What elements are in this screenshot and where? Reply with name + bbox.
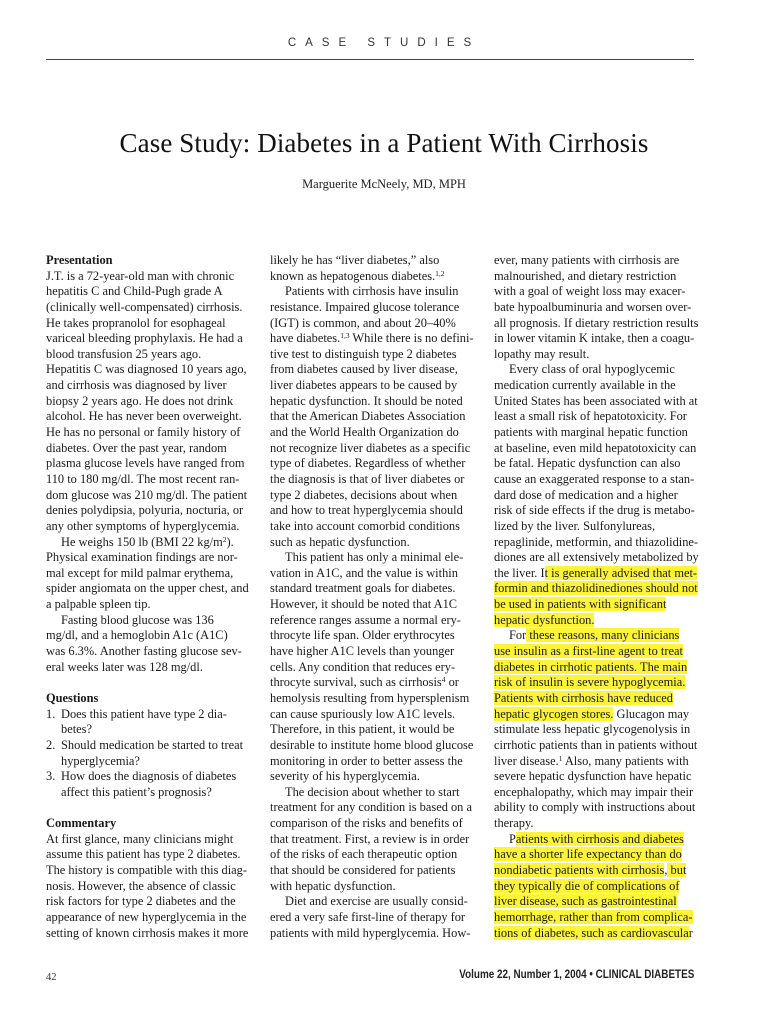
- text-line: be fatal. Hepatic dysfunction can also: [494, 456, 681, 471]
- highlighted-line: [494, 597, 699, 613]
- text-line: liver diabetes appears to be caused by: [270, 378, 458, 393]
- question-2: 2. Should medication be started to treat: [46, 737, 244, 752]
- highlighted-line: [494, 675, 699, 691]
- diet-paragraph: [270, 910, 478, 941]
- encephalopathy-paragraph: [494, 769, 699, 832]
- highlighted-line: [494, 581, 699, 597]
- text-highlight: but: [667, 862, 687, 877]
- text-line: and cirrhosis was diagnosed by liver: [46, 378, 227, 393]
- text-line: severity of his hyperglycemia.: [270, 769, 420, 784]
- text-line: eral weeks later was 128 mg/dl.: [46, 659, 203, 674]
- presentation-paragraph: [46, 269, 256, 535]
- text-line: hemolysis resulting from hypersplenism: [270, 690, 470, 705]
- text-line: type 2 diabetes, decisions about when: [270, 487, 458, 502]
- weight-line: He weighs 150 lb (BMI 22 $kg/m^2$).: [61, 534, 234, 549]
- text-line: cirrhotic patients than in patients without: [494, 737, 698, 752]
- text-line: ered a very safe first-line of therapy for: [270, 909, 466, 924]
- text-line: encephalopathy, which may impair their: [494, 784, 694, 799]
- text-line: was 6.3%. Another fasting glucose sev-: [46, 644, 242, 659]
- text-line: resistance. Impaired glucose tolerance: [270, 299, 460, 314]
- text-line: standard treatment goals for diabetes.: [270, 581, 456, 596]
- highlighted-line: hepatic glycogen stores. Glucagon may: [494, 706, 690, 721]
- highlighted-line: the liver. It is generally advised that met-: [494, 565, 698, 580]
- text-line: risk factors for type 2 diabetes and the: [46, 894, 236, 909]
- a1c-paragraph: [270, 566, 478, 675]
- text-line: (IGT) is common, and about 20–40%: [270, 315, 456, 330]
- text-line: have diabetes.$^{1,3}$ While there is no defini-: [270, 331, 474, 346]
- text-line: (clinically well-compensated) cirrhosis.: [46, 299, 243, 314]
- text-line: from diabetes caused by liver disease,: [270, 362, 458, 377]
- highlighted-line: tions of diabetes, such as cardiovascular: [494, 925, 693, 940]
- text-line: type of diabetes. Regardless of whether: [270, 456, 466, 471]
- text-line: lopathy may result.: [494, 346, 590, 361]
- text-line: vation in A1C, and the value is within: [270, 565, 458, 580]
- text-highlight: Patients with cirrhosis have reduced: [494, 690, 673, 705]
- question-3: 3. How does the diagnosis of diabetes: [46, 769, 237, 784]
- text-line: have higher A1C levels than younger: [270, 644, 455, 659]
- text-line: a palpable spleen tip.: [46, 597, 151, 612]
- text-highlight: hemorrhage, rather than from complica-: [494, 909, 693, 924]
- text-highlight: diabetes in cirrhotic patients. The main: [494, 659, 688, 674]
- text-line: patients with mild hyperglycemia. How-: [270, 925, 471, 940]
- text-highlight: have a shorter life expectancy than do: [494, 847, 682, 862]
- text-line: with a goal of weight loss may exacer-: [494, 284, 686, 299]
- page-number: 42: [46, 972, 57, 983]
- text-line: therapy.: [494, 816, 534, 831]
- section-heading-questions: Questions: [46, 690, 99, 705]
- text-line: liver disease.$^1$ Also, many patients with: [494, 753, 689, 768]
- text-line: reference ranges assume a normal ery-: [270, 612, 461, 627]
- section-heading-commentary: Commentary: [46, 816, 117, 831]
- text-line: J.T. is a 72-year-old man with chronic: [46, 268, 235, 283]
- text-line: least a small risk of hepatotoxicity. For: [494, 409, 687, 424]
- text-highlight: liver disease, such as gastrointestinal: [494, 894, 677, 909]
- text-line: alcohol. He has never been overweight.: [46, 409, 242, 424]
- text-line: any other symptoms of hyperglycemia.: [46, 518, 240, 533]
- text-line: However, it should be noted that A1C: [270, 597, 458, 612]
- text-line: risk of side effects if the drug is metabo-: [494, 503, 695, 518]
- text-line: denies polydipsia, polyuria, nocturia, or: [46, 503, 244, 518]
- text-line: Hepatitis C was diagnosed 10 years ago,: [46, 362, 247, 377]
- text-line: tive test to distinguish type 2 diabetes: [270, 346, 457, 361]
- text-line: setting of known cirrhosis makes it more: [46, 925, 249, 940]
- text-line: malnourished, and dietary restriction: [494, 268, 677, 283]
- text-line: take into account comorbid conditions: [270, 518, 460, 533]
- text-line: Diet and exercise are usually consid-: [285, 894, 468, 909]
- text-highlight: tions of diabetes, such as cardiovascula: [494, 925, 689, 940]
- highlighted-line: [494, 894, 699, 910]
- text-line: lized by the liver. Sulfonylureas,: [494, 518, 656, 533]
- text-line: cells. Any condition that reduces ery-: [270, 659, 456, 674]
- text-line: bate hypoalbuminuria and worsen over-: [494, 299, 692, 314]
- commentary-paragraph: [46, 832, 256, 941]
- highlighted-line: [494, 691, 699, 707]
- text-line: and the World Health Organization do: [270, 425, 459, 440]
- question-1-cont: betes?: [61, 722, 92, 737]
- highlighted-line: For these reasons, many clinicians: [509, 628, 680, 643]
- text-highlight: these reasons, many clinicians: [526, 628, 680, 643]
- article-title: Case Study: Diabetes in a Patient With Cirrhosis: [119, 128, 649, 158]
- liver-diabetes-paragraph: [270, 347, 478, 550]
- text-line: stimulate less hepatic glycogenolysis in: [494, 722, 691, 737]
- text-highlight: hepatic glycogen stores.: [494, 706, 614, 721]
- text-line: ability to comply with instructions about: [494, 800, 696, 815]
- text-line: Patients with cirrhosis have insulin: [285, 284, 459, 299]
- text-line: Therefore, in this patient, it would be: [270, 722, 455, 737]
- text-line: mg/dl, and a hemoglobin A1c (A1C): [46, 628, 228, 643]
- fasting-paragraph: [46, 628, 256, 675]
- text-line: diabetes. Over the past year, random: [46, 440, 227, 455]
- text-line: The history is compatible with this diag-: [46, 862, 247, 877]
- text-line: that the American Diabetes Association: [270, 409, 466, 424]
- text-line: hepatitis C and Child-Pugh grade A: [46, 284, 223, 299]
- text-line: spider angiomata on the upper chest, and: [46, 581, 249, 596]
- text-line: Physical examination findings are nor-: [46, 550, 238, 565]
- treatment-paragraph: [270, 800, 478, 894]
- highlighted-line: Patients with cirrhosis and diabetes: [509, 831, 684, 846]
- text-column-1: [46, 253, 256, 941]
- text-highlight: formin and thiazolidinediones should not: [494, 581, 698, 596]
- question-1: 1. Does this patient have type 2 dia-: [46, 706, 227, 721]
- text-line: not recognize liver diabetes as a specific: [270, 440, 471, 455]
- text-line: monitoring in order to better assess the: [270, 753, 463, 768]
- text-line: repaglinide, metformin, and thiazolidine-: [494, 534, 699, 549]
- text-line: dard dose of medication and a higher: [494, 487, 678, 502]
- highlighted-line: [494, 879, 699, 895]
- journal-citation: Volume 22, Number 1, 2004 • CLINICAL DIABETES: [458, 969, 694, 981]
- text-line: the diagnosis is that of liver diabetes or: [270, 471, 465, 486]
- text-line: such as hepatic dysfunction.: [270, 534, 410, 549]
- text-line: with hepatic dysfunction.: [270, 878, 396, 893]
- header-rule: [46, 59, 694, 60]
- text-line: nosis. However, the absence of classic: [46, 878, 236, 893]
- text-line: that should be considered for patients: [270, 862, 456, 877]
- text-line: At first glance, many clinicians might: [46, 831, 234, 846]
- text-line: appearance of new hyperglycemia in the: [46, 909, 247, 924]
- glucagon-paragraph: [494, 722, 699, 753]
- oral-agents-paragraph: [494, 378, 699, 566]
- text-line: mal except for mild palmar erythema,: [46, 565, 234, 580]
- text-line: diones are all extensively metabolized by: [494, 550, 699, 565]
- text-line: can cause spuriously low A1C levels.: [270, 706, 456, 721]
- text-line: United States has been associated with at: [494, 393, 698, 408]
- text-highlight: atients with cirrhosis and diabetes: [515, 831, 684, 846]
- question-2-cont: hyperglycemia?: [61, 753, 140, 768]
- text-line: likely he has “liver diabetes,” also: [270, 253, 440, 267]
- highlighted-line: [494, 660, 699, 676]
- text-line: at baseline, even mild hepatotoxicity can: [494, 440, 697, 455]
- highlighted-line: [494, 910, 699, 926]
- text-line: plasma glucose levels have ranged from: [46, 456, 245, 471]
- text-line: of the risks of each therapeutic option: [270, 847, 458, 862]
- highlighted-line: nondiabetic patients with cirrhosis, but: [494, 862, 687, 877]
- highlighted-line: [494, 613, 699, 629]
- text-line: medication currently available in the: [494, 378, 676, 393]
- text-line: throcyte survival, such as cirrhosis$^4$ or: [270, 675, 459, 690]
- text-line: cause an exaggerated response to a stan-: [494, 471, 695, 486]
- text-highlight: hepatic dysfunction.: [494, 612, 595, 627]
- text-line: throcyte life span. Older erythrocytes: [270, 628, 455, 643]
- text-highlight: t is generally advised that met-: [544, 565, 698, 580]
- running-head: CASE STUDIES: [287, 37, 481, 49]
- text-line: 110 to 180 mg/dl. The most recent ran-: [46, 471, 240, 486]
- diet-paragraph-cont: [494, 253, 699, 362]
- text-column-2: [270, 253, 478, 941]
- text-line: that treatment. First, a review is in order: [270, 831, 470, 846]
- text-line: hepatic dysfunction. It should be noted: [270, 393, 463, 408]
- text-highlight: nondiabetic patients with cirrhosis: [494, 862, 665, 877]
- text-line: all prognosis. If dietary restriction results: [494, 315, 699, 330]
- text-line: patients with marginal hepatic function: [494, 425, 688, 440]
- text-line: ever, many patients with cirrhosis are: [494, 253, 680, 267]
- text-line: He takes propranolol for esophageal: [46, 315, 226, 330]
- text-line: This patient has only a minimal ele-: [285, 550, 464, 565]
- text-line: He has no personal or family history of: [46, 425, 241, 440]
- text-highlight: risk of insulin is severe hypoglycemia.: [494, 675, 686, 690]
- text-line: comparison of the risks and benefits of: [270, 816, 463, 831]
- highlighted-line: [494, 644, 699, 660]
- author-byline: Marguerite McNeely, MD, MPH: [302, 177, 466, 191]
- text-line: blood transfusion 25 years ago.: [46, 346, 202, 361]
- a1c-paragraph-cont: [270, 691, 478, 785]
- text-line: in lower vitamin K intake, then a coagu-: [494, 331, 695, 346]
- text-highlight: be used in patients with significant: [494, 597, 667, 612]
- text-line: assume this patient has type 2 diabetes.: [46, 847, 241, 862]
- fasting-first-line: Fasting blood glucose was 136: [61, 612, 214, 627]
- section-heading-presentation: Presentation: [46, 253, 113, 267]
- text-line: known as hepatogenous diabetes.$^{1,2}$: [270, 268, 445, 283]
- text-line: Every class of oral hypoglycemic: [509, 362, 675, 377]
- text-line: treatment for any condition is based on a: [270, 800, 472, 815]
- question-3-cont: affect this patient’s prognosis?: [61, 784, 212, 799]
- text-highlight: they typically die of complications of: [494, 878, 680, 893]
- text-line: severe hepatic dysfunction have hepatic: [494, 769, 692, 784]
- text-line: desirable to institute home blood glucose: [270, 737, 474, 752]
- text-column-3: [494, 253, 699, 941]
- text-line: and how to treat hyperglycemia should: [270, 503, 463, 518]
- text-highlight: use insulin as a first-line agent to treat: [494, 644, 683, 659]
- text-line: dom glucose was 210 mg/dl. The patient: [46, 487, 248, 502]
- highlighted-line: [494, 847, 699, 863]
- exam-paragraph: [46, 550, 256, 613]
- text-line: The decision about whether to start: [285, 784, 460, 799]
- text-line: biopsy 2 years ago. He does not drink: [46, 393, 234, 408]
- text-line: variceal bleeding prophylaxis. He had a: [46, 331, 243, 346]
